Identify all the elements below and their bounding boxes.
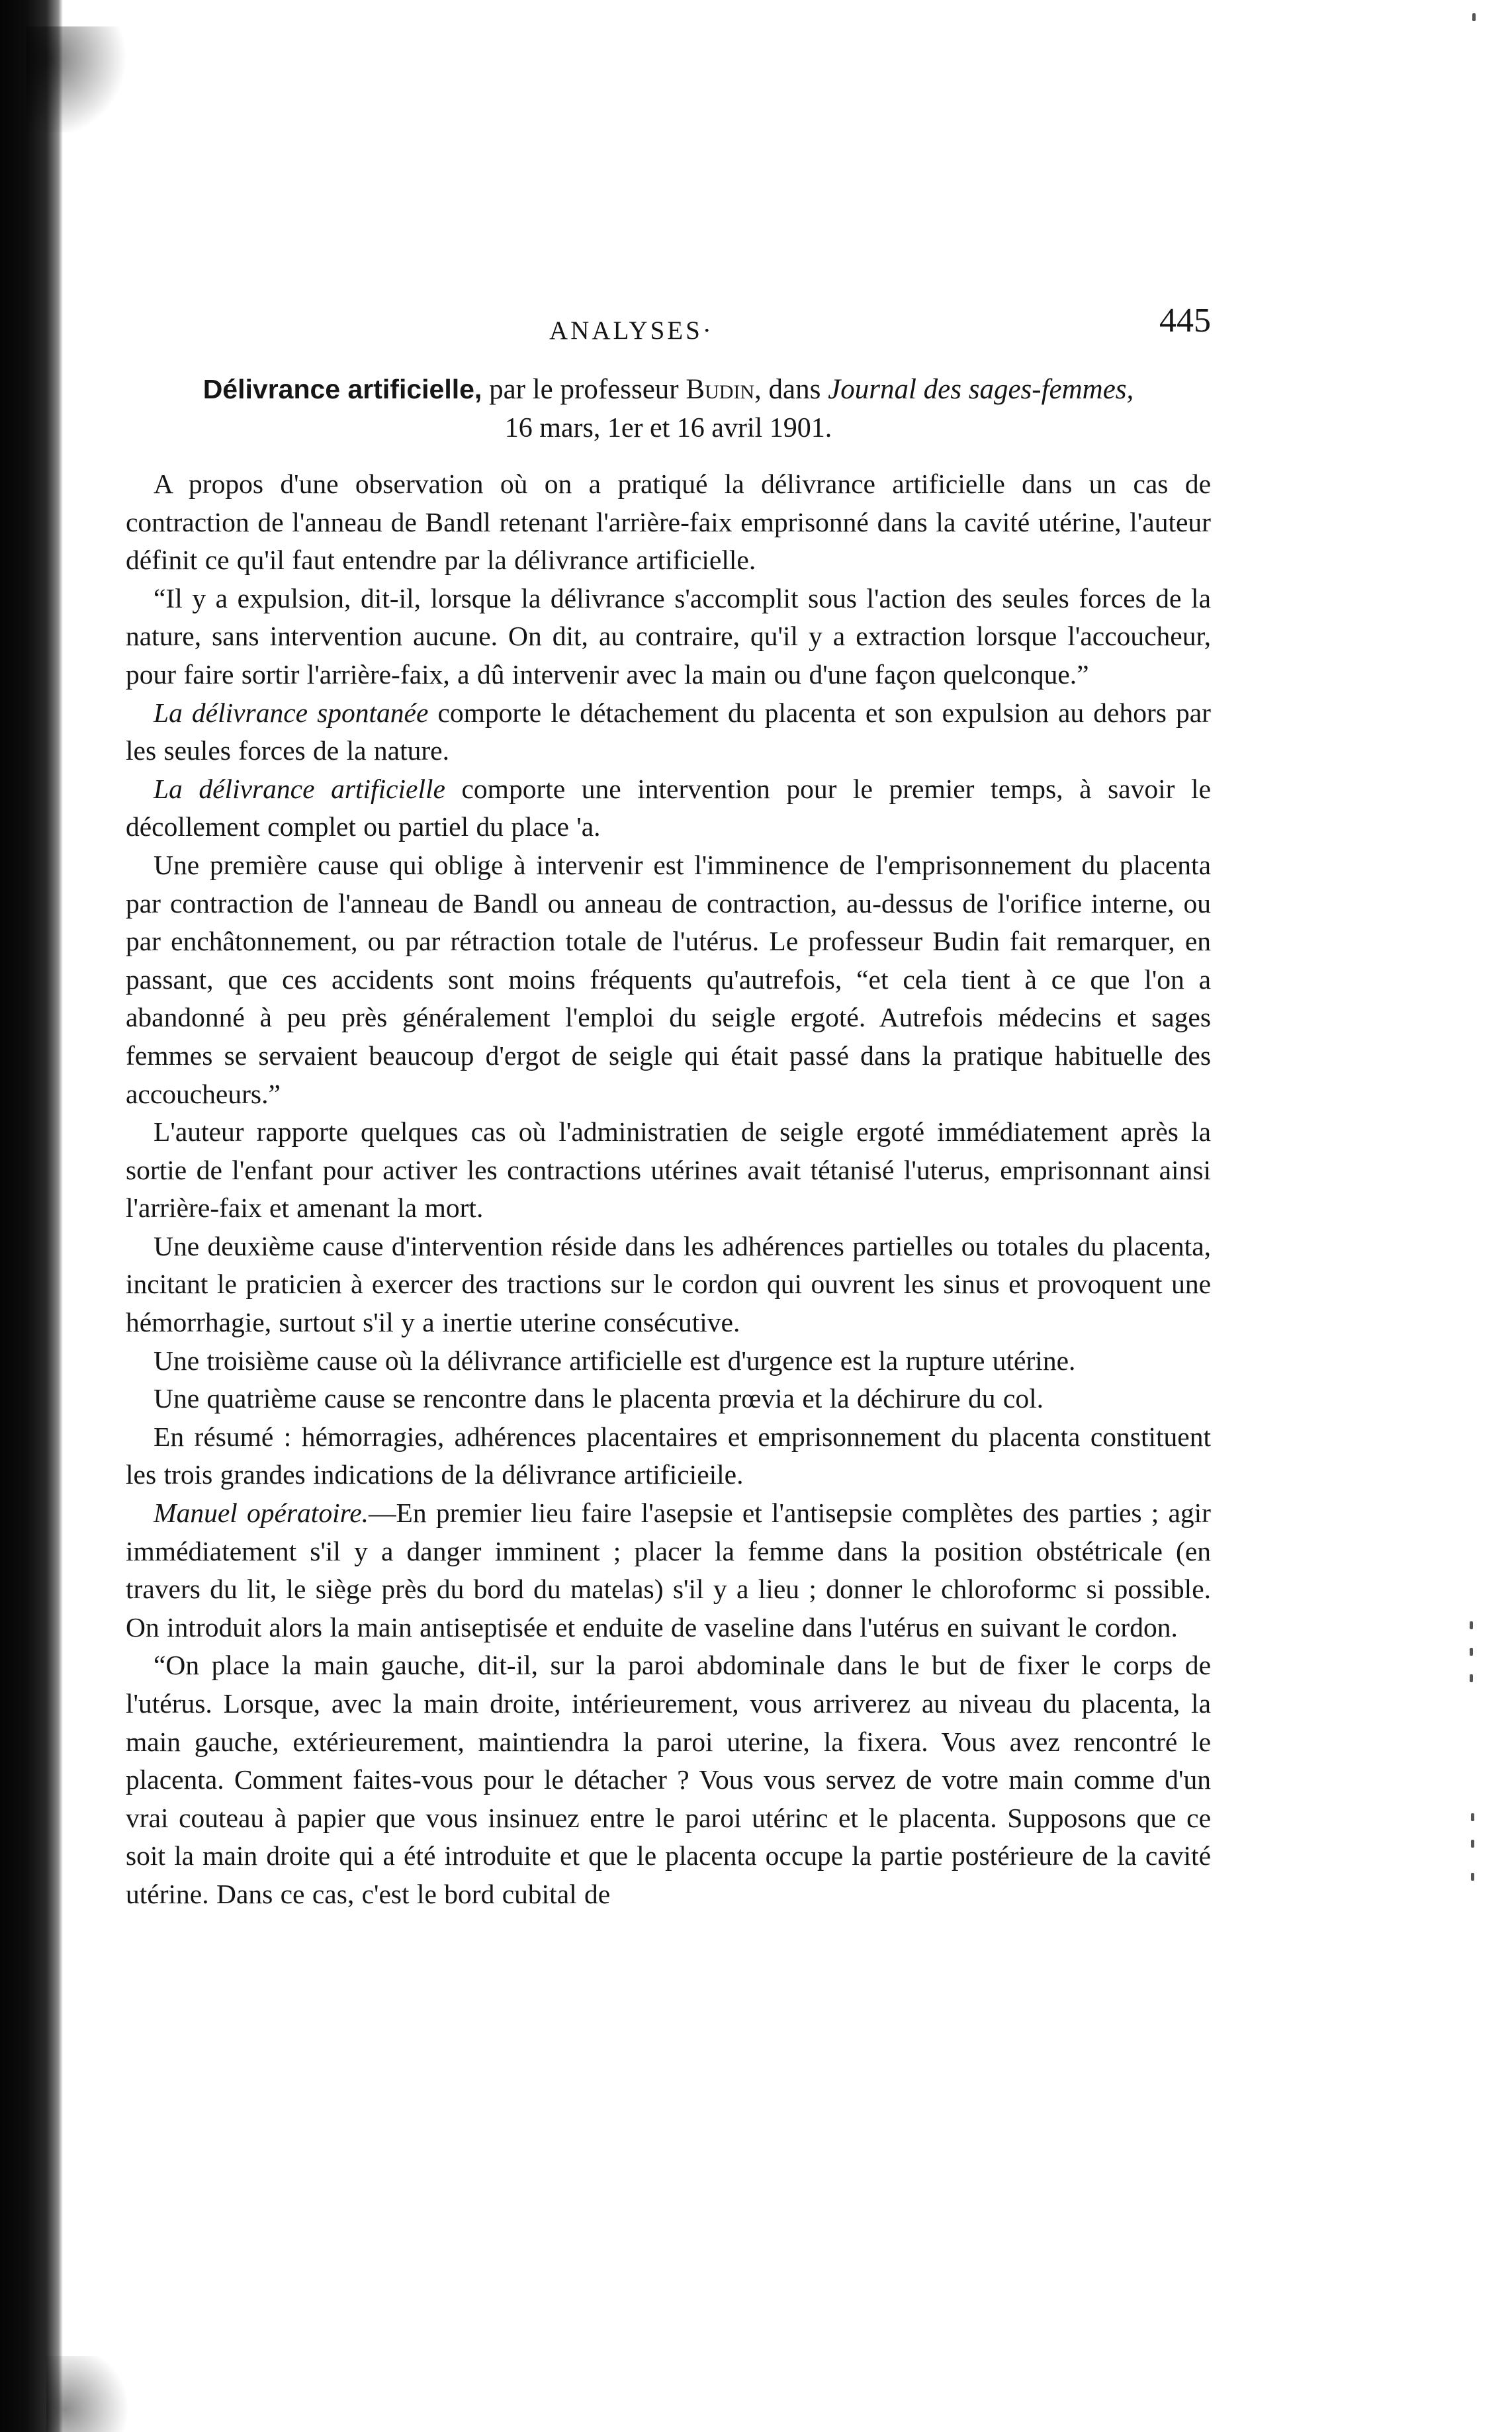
paragraph: La délivrance artificielle comporte une intervention pour le premier temps, à savoir le décollement complet ou partiel du place 'a.	[126, 773, 1211, 842]
paragraph: “On place la main gauche, dit-il, sur la paroi abdominale dans le but de fixer le corps de l'utérus. Lorsque, avec la main droite, intérieurement, vous arriverez au niveau du placenta, la main gauche, extérieurement, maintiendra la paroi uterine, la fixera. Vous avez rencontré le placenta. Comment faites-vous pour le détacher ? Vous vous servez de votre main comme d'un vrai couteau à papier que vous insinuez entre le paroi utérinc et le placenta. Supposons que ce soit la main droite qui a été introduite et que le placenta occupe la partie postérieure de la cavité utérine. Dans ce cas, c'est le bord cubital de	[126, 1650, 1211, 1909]
paragraph: Une première cause qui oblige à intervenir est l'imminence de l'emprisonnement du placenta par contraction de l'anneau de Bandl ou anneau de contraction, au-dessus de l'orifice interne, ou par enchâtonnement, ou par rétraction totale de l'utérus. Le professeur Budin fait remarquer, en passant, que ces accidents sont moins fréquents qu'autrefois, “et cela tient à ce que l'on a abandonné à peu près généralement l'emploi du seigle ergoté. Autrefois médecins et sages femmes se servaient beaucoup d'ergot de seigle qui était passé dans la pratique habituelle des accoucheurs.”	[126, 849, 1211, 1109]
paragraph: La délivrance spontanée comporte le détachement du placenta et son expulsion au dehors par les seules forces de la nature.	[126, 697, 1211, 766]
article-body	[126, 465, 1211, 1914]
article-journal: Journal des sages-femmes,	[828, 374, 1134, 405]
page-number: 445	[1159, 302, 1211, 339]
paragraph: En résumé : hémorragies, adhérences placentaires et emprisonnement du placenta constituent les trois grandes indications de la délivrance artificieile.	[126, 1421, 1211, 1490]
paragraph: Une troisième cause où la délivrance artificielle est d'urgence est la rupture utérine.	[154, 1345, 1076, 1376]
paragraph: “Il y a expulsion, dit-il, lorsque la délivrance s'accomplit sous l'action des seules forces de la nature, sans intervention aucune. On dit, au contraire, qu'il y a extraction lorsque l'accoucheur, pour faire sortir l'arrière-faix, a dû intervenir avec la main ou d'une façon quelconque.”	[126, 582, 1211, 690]
article-title: Délivrance artificielle,	[202, 374, 482, 404]
paragraph: A propos d'une observation où on a pratiqué la délivrance artificielle dans un cas de contraction de l'anneau de Bandl retenant l'arrière-faix emprisonné dans la cavité utérine, l'auteur définit ce qu'il faut entendre par la délivrance artificielle.	[126, 469, 1211, 576]
running-head	[126, 301, 1211, 354]
article-heading	[126, 371, 1211, 408]
paragraph: Manuel opératoire.—En premier lieu faire l'asepsie et l'antisepsie complètes des parties ; agir immédiatement s'il y a danger imminent ; placer la femme dans la position obstétricale (en travers du lit, le siège près du bord du matelas) s'il y a lieu ; donner le chloroformc si possible. On introduit alors la main antiseptisée et enduite de vaseline dans l'utérus en suivant le cordon.	[126, 1498, 1211, 1643]
binding-smudge-top	[26, 26, 132, 132]
running-title: ANALYSES·	[549, 316, 714, 345]
article-in: dans	[761, 374, 828, 405]
page-content	[126, 301, 1211, 1914]
article-author: Budin,	[686, 374, 762, 405]
binding-smudge-bottom	[46, 2356, 139, 2432]
paragraph: L'auteur rapporte quelques cas où l'administratien de seigle ergoté immédiatement après la sortie de l'enfant pour activer les contractions utérines avait tétanisé l'uterus, emprisonnant ainsi l'arrière-faix et amenant la mort.	[126, 1116, 1211, 1224]
binding-edge	[0, 0, 63, 2432]
margin-specks	[1466, 0, 1492, 2432]
article-by: par le professeur	[482, 374, 686, 405]
paragraph: Une quatrième cause se rencontre dans le placenta prœvia et la déchirure du col.	[154, 1383, 1044, 1414]
paragraph: Une deuxième cause d'intervention réside dans les adhérences partielles ou totales du placenta, incitant le praticien à exercer des tractions sur le cordon qui ouvrent les sinus et provoquent une hémorrhagie, surtout s'il y a inertie uterine consécutive.	[126, 1230, 1211, 1338]
article-date: 16 mars, 1er et 16 avril 1901.	[504, 413, 832, 443]
